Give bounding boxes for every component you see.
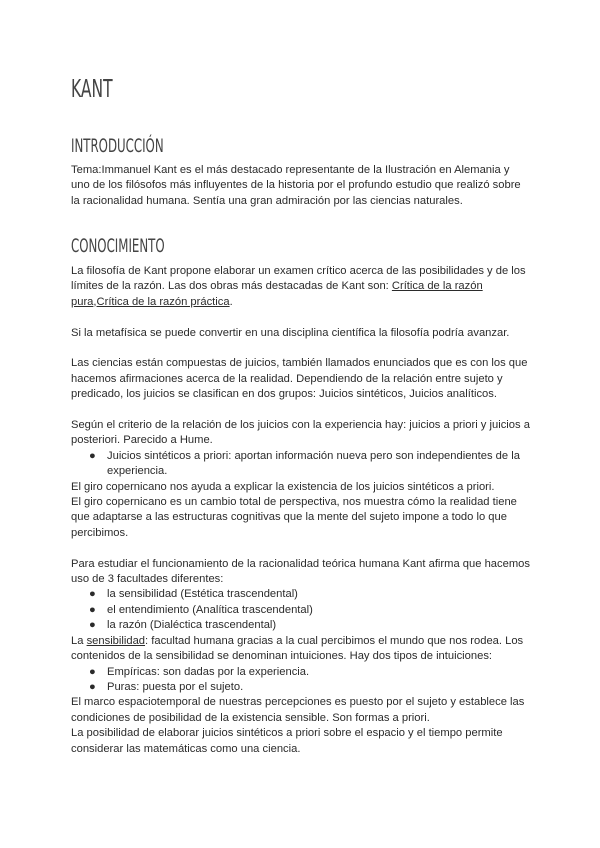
bullet-icon: ● xyxy=(89,680,96,693)
paragraph-line: Según el criterio de la relación de los juicios con la experiencia hay: juicios a priori y juicios a xyxy=(71,419,530,432)
text-span: La xyxy=(71,634,87,647)
paragraph-line: Tema:Immanuel Kant es el más destacado representante de la Ilustración en Alemania y xyxy=(71,164,510,176)
heading-introduccion: INTRODUCCIÓN xyxy=(71,135,164,157)
paragraph-line: la racionalidad humana. Sentía una gran admiración por las ciencias naturales. xyxy=(71,194,463,207)
conocimiento-body xyxy=(71,264,531,757)
document-title: KANT xyxy=(71,74,113,103)
list-item-text: el entendimiento (Analítica trascendental) xyxy=(107,603,313,616)
list-item xyxy=(71,449,531,464)
paragraph-line: hacemos afirmaciones acerca de la realidad. Dependiendo de la relación entre sujeto y xyxy=(71,372,503,385)
paragraph-line: predicado, los juicios se clasifican en dos grupos: Juicios sintéticos, Juicios analíticos. xyxy=(71,388,497,401)
text-span: . xyxy=(229,295,233,308)
paragraph-line: condiciones de posibilidad de la existencia sensible. Son formas a priori. xyxy=(71,711,430,724)
text-span: : facultad humana gracias a la cual percibimos el mundo que nos rodea. Los xyxy=(145,634,524,647)
paragraph-line: El marco espaciotemporal de nuestras percepciones es puesto por el sujeto y establece las xyxy=(71,696,525,709)
paragraph-line: Para estudiar el funcionamiento de la racionalidad teórica humana Kant afirma que hacemos xyxy=(71,557,530,570)
list-item-continuation: experiencia. xyxy=(107,465,168,478)
text-span: , xyxy=(93,295,97,308)
list-item-text: Empíricas: son dadas por la experiencia. xyxy=(107,665,310,678)
paragraph-line: considerar las matemáticas como una ciencia. xyxy=(71,742,301,755)
introduccion-body xyxy=(71,163,531,209)
paragraph-line: Las ciencias están compuestas de juicios, también llamados enunciados que es con los que xyxy=(71,357,528,370)
paragraph-line xyxy=(71,634,531,649)
paragraph-line: El giro copernicano es un cambio total de perspectiva, nos muestra cómo la realidad tiene xyxy=(71,496,517,509)
list-item xyxy=(71,618,531,633)
list-item xyxy=(71,665,531,680)
paragraph-line: La posibilidad de elaborar juicios sintéticos a priori sobre el espacio y el tiempo permite xyxy=(71,727,503,740)
link-sensibilidad[interactable]: sensibilidad xyxy=(86,634,146,647)
list-item-text: la razón (Dialéctica trascendental) xyxy=(107,619,277,632)
list-item xyxy=(71,680,531,695)
list-item xyxy=(71,603,531,618)
paragraph-line: El giro copernicano nos ayuda a explicar la existencia de los juicios sintéticos a priori. xyxy=(71,480,495,493)
paragraph-line: percibimos. xyxy=(71,526,129,539)
bullet-icon: ● xyxy=(89,603,96,616)
bullet-icon: ● xyxy=(89,588,96,601)
bullet-icon: ● xyxy=(89,619,96,632)
bullet-icon: ● xyxy=(89,449,96,462)
paragraph-line: contenidos de la sensibilidad se denominan intuiciones. Hay dos tipos de intuiciones: xyxy=(71,650,493,663)
paragraph-line: que adaptarse a las estructuras cognitivas que la mente del sujeto impone a todo lo que xyxy=(71,511,507,524)
list-item xyxy=(71,587,531,602)
list-item-text: Juicios sintéticos a priori: aportan información nueva pero son independientes de la xyxy=(107,449,520,462)
link-critica-razon-pura[interactable]: Crítica de la razón xyxy=(391,280,483,293)
list-item-text: Puras: puesta por el sujeto. xyxy=(107,680,244,693)
link-critica-razon-practica[interactable]: Crítica de la razón práctica xyxy=(96,295,230,308)
paragraph-line: uso de 3 facultades diferentes: xyxy=(71,573,224,586)
paragraph-line xyxy=(71,295,531,310)
paragraph-line: posteriori. Parecido a Hume. xyxy=(71,434,213,447)
list-item-text: la sensibilidad (Estética trascendental) xyxy=(107,588,298,601)
link-critica-razon-pura-cont[interactable]: pura xyxy=(71,295,94,308)
paragraph-line: uno de los filósofos más influyentes de la historia por el profundo estudio que realizó sobre xyxy=(71,179,521,192)
paragraph-line: La filosofía de Kant propone elaborar un examen crítico acerca de las posibilidades y de los xyxy=(71,265,526,277)
bullet-icon: ● xyxy=(89,665,96,678)
heading-conocimiento: CONOCIMIENTO xyxy=(71,235,165,257)
paragraph-line xyxy=(71,279,531,294)
paragraph-line: Si la metafísica se puede convertir en una disciplina científica la filosofía podría avanzar. xyxy=(71,326,510,339)
text-span: límites de la razón. Las dos obras más destacadas de Kant son: xyxy=(71,280,392,293)
